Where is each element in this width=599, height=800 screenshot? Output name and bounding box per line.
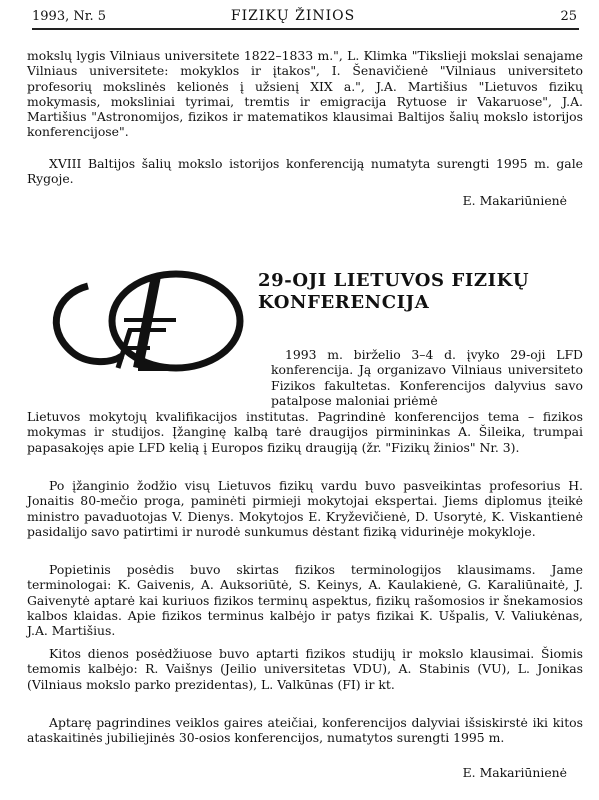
page-header — [32, 8, 579, 30]
conference-announcement: XVIII Baltijos šalių mokslo istorijos konferenciją numatyta surengti 1995 m. gale Rygoje. — [27, 156, 583, 187]
article-intro-text: 1993 m. birželio 3–4 d. įvyko 29-oji LFD konferencija. Ją organizavo Vilniaus universiteto Fizikos fakultetas. Konferencijos dalyvius savo patalpose maloniai priėmė — [271, 347, 583, 408]
article-intro — [271, 347, 583, 408]
article-title-line1: 29-OJI LIETUVOS FIZIKŲ — [258, 270, 530, 291]
article-paragraph-1: Lietuvos mokytojų kvalifikacijos institutas. Pagrindinė konferencijos tema – fizikos mokymas ir studijos. Įžanginę kalbą tarė draugijos pirmininkas A. Šileika, trumpai papasakojęs apie LFD kelią į Europos fizikų draugiją (žr. "Fizikų žinios" Nr. 3). — [27, 409, 583, 455]
top-signature: E. Makariūnienė — [462, 193, 567, 208]
article-paragraph-2: Po įžanginio žodžio visų Lietuvos fizikų vardu buvo pasveikintas profesorius H. Jonaitis 80-mečio proga, paminėti pirmieji mokytojai ekspertai. Jiems diplomus įteikė ministro pavaduotojas V. Dienys. Mokytojos E. Kryževičienė, D. Usorytė, K. Viskantienė pasidalijo savo patirtimi ir nurodė sunkumus dėstant fiziką vidurinėje mokykloje. — [27, 478, 583, 539]
continued-paragraph: mokslų lygis Vilniaus universitete 1822–1833 m.", L. Klimka "Tikslieji mokslai senajame Vilniaus universitete: mokyklos ir įtakos", I. Šenavičienė "Vilniaus universiteto profesorių mokslinės kelionės į užsienį XIX a.", J.A. Martišius "Lietuvos fizikų mokymasis, moksliniai tyrimai, tremtis ir emigracija Rytuose ir Vakaruose", J.A. Martišius "Astronomijos, fizikos ir matematikos klausimai Baltijos šalių mokslo istorijos konferencijose". — [27, 48, 583, 140]
article-signature: E. Makariūnienė — [462, 765, 567, 780]
article-title — [258, 270, 578, 314]
article-paragraph-3: Popietinis posėdis buvo skirtas fizikos terminologijos klausimams. Jame terminologai: K. Gaivenis, A. Auksoriūtė, S. Keinys, A. Kaulakienė, G. Karaliūnaitė, J. Gaivenytė aptarė kai kuriuos fizikos terminų aspektus, fizikų rašomosios ir šnekamosios kalbos klaidas. Apie fizikos terminus kalbėjo ir patys fizikai K. Ušpalis, V. Valiukėnas, J.A. Martišius. — [27, 562, 583, 639]
issue-number: 1993, Nr. 5 — [32, 9, 107, 24]
article-paragraph-4: Kitos dienos posėdžiuose buvo aptarti fizikos studijų ir mokslo klausimai. Šiomis temomis kalbėjo: R. Vaišnys (Jeilio universitetas VDU), A. Stabinis (VU), L. Jonikas (Vilniaus mokslo parko prezidentas), L. Valkūnas (FI) ir kt. — [27, 646, 583, 692]
lfd-logo-icon — [26, 268, 244, 374]
page-number: 25 — [560, 9, 577, 24]
journal-title: FIZIKŲ ŽINIOS — [230, 8, 356, 24]
article-title-line2: KONFERENCIJA — [258, 292, 430, 313]
article-paragraph-5: Aptarę pagrindines veiklos gaires ateičiai, konferencijos dalyviai išsiskirstė iki kitos ataskaitinės jubiliejinės 30-osios konferencijos, numatytos surengti 1995 m. — [27, 715, 583, 746]
